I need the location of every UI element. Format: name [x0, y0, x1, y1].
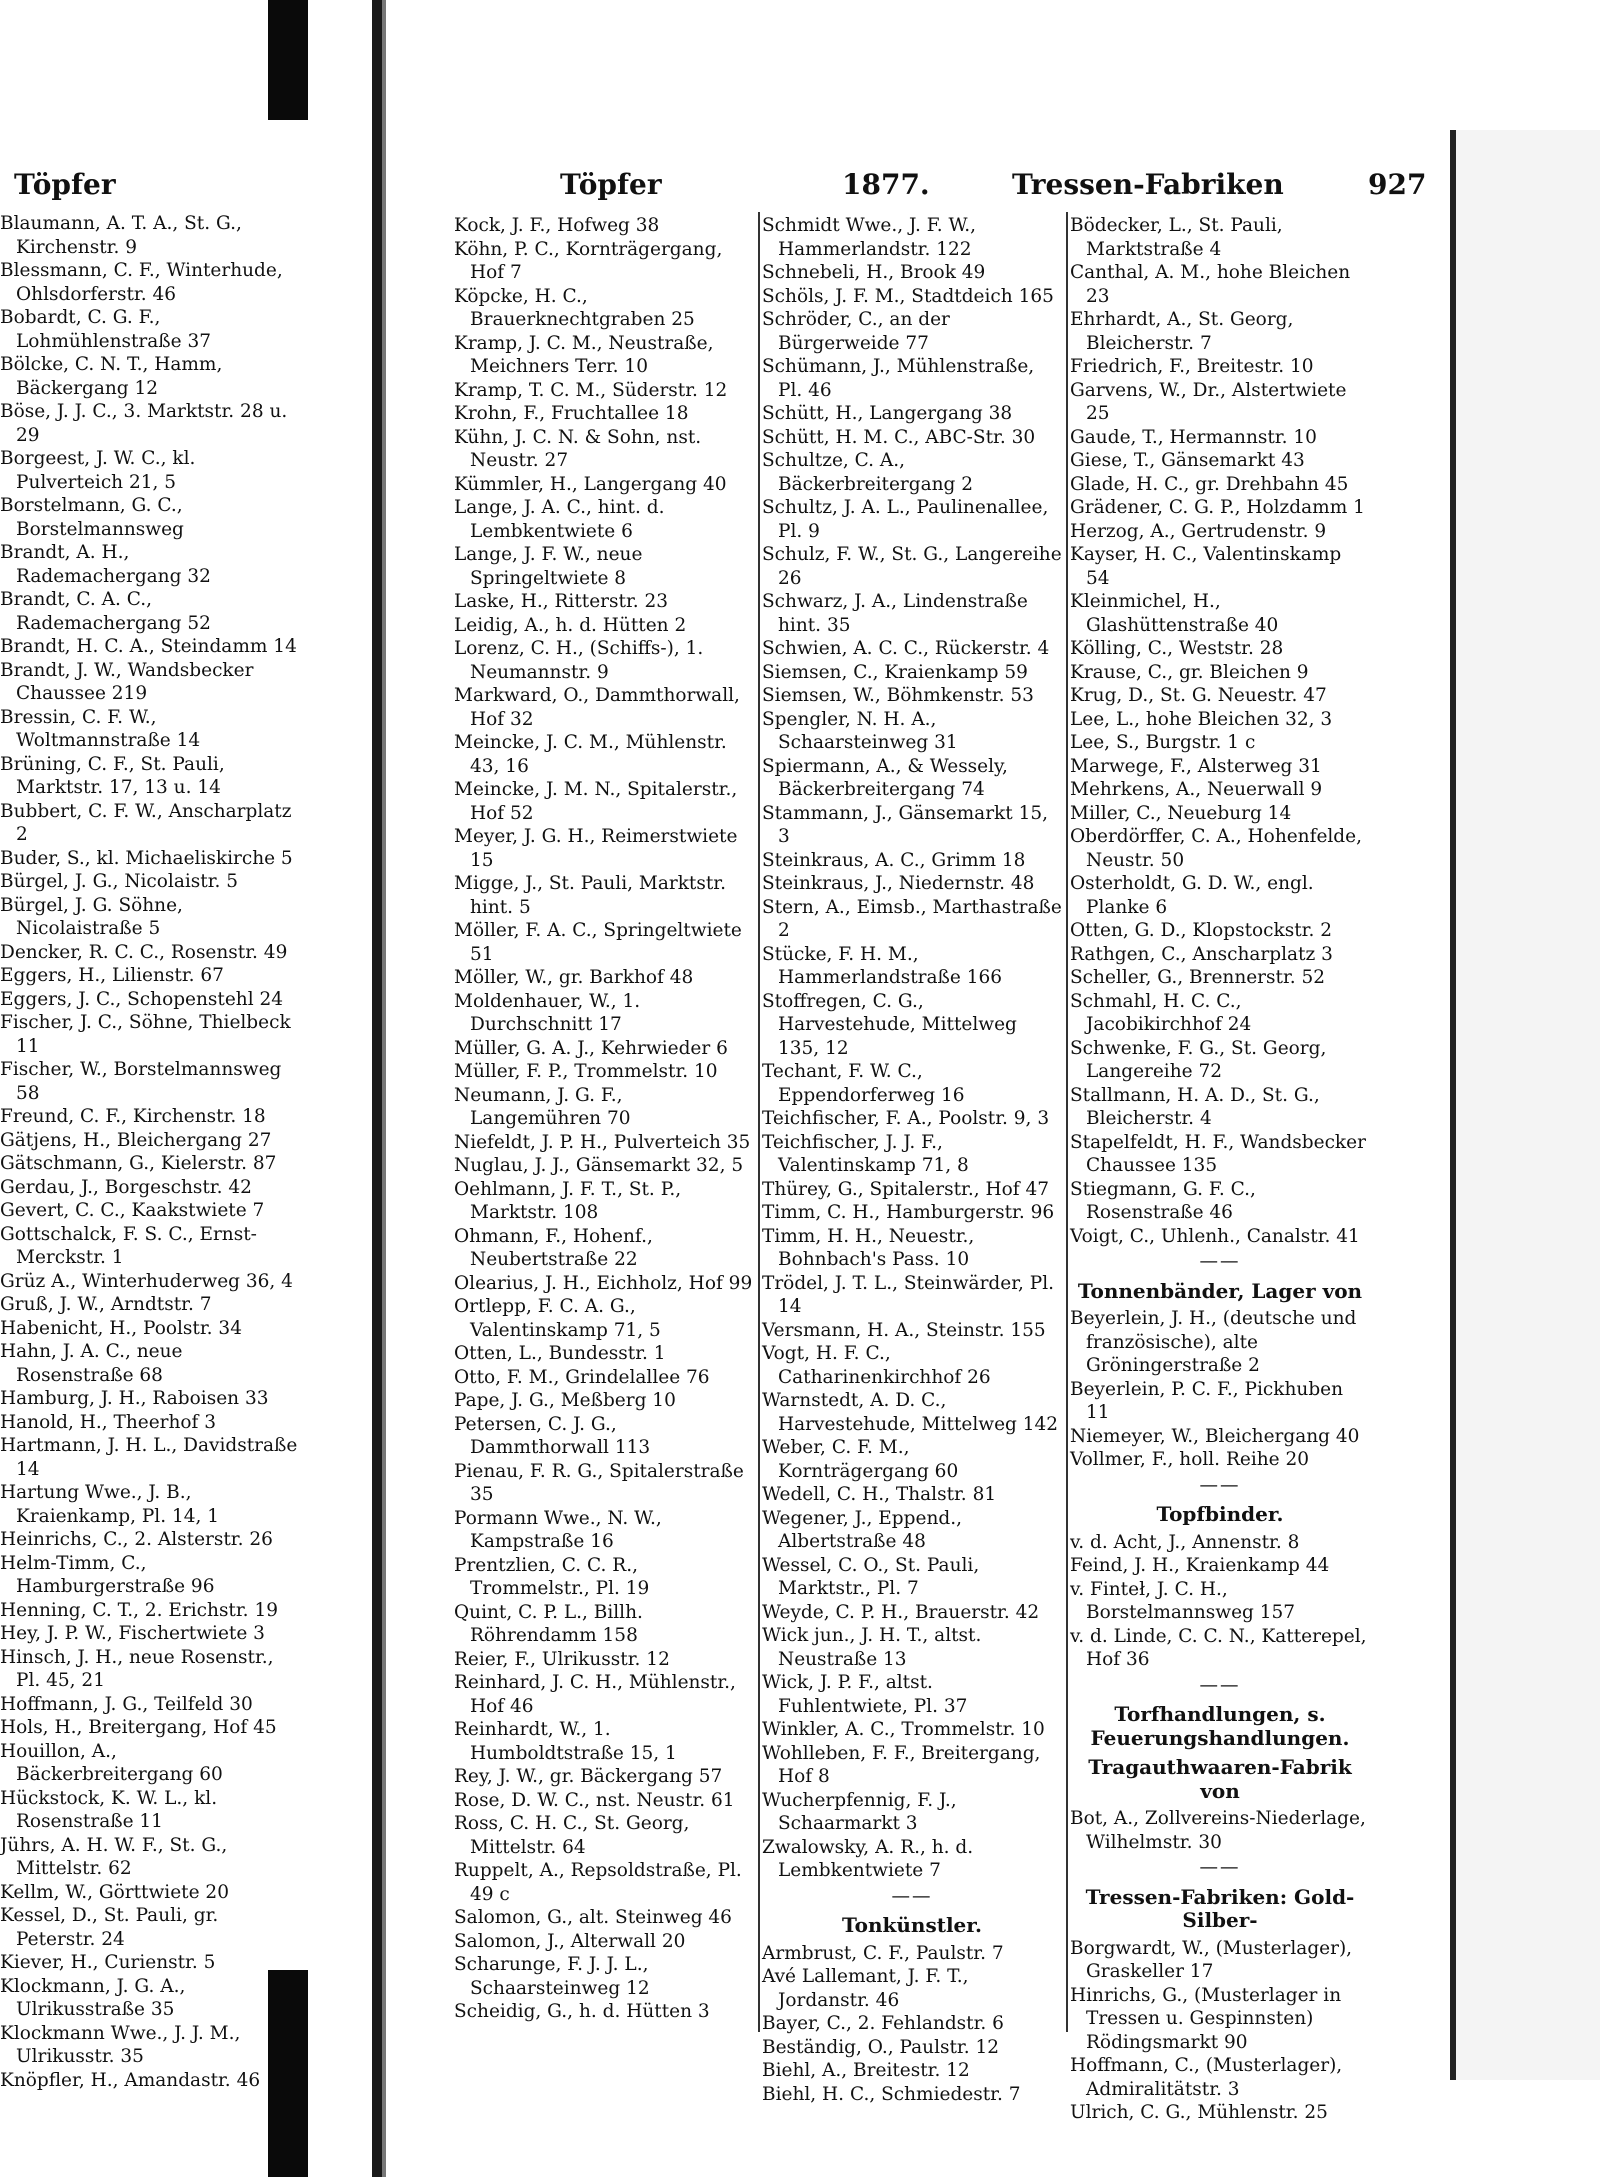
directory-entry: Neumann, J. G. F., Langemühren 70 — [454, 1084, 631, 1129]
directory-entry: Schmahl, H. C. C., Jacobikirchhof 24 — [1070, 990, 1252, 1035]
directory-column-1 — [454, 214, 754, 2024]
directory-entry: Timm, C. H., Hamburgerstr. 96 — [762, 1202, 1055, 1223]
section-separator: —— — [1199, 1474, 1241, 1496]
directory-entry: Voigt, C., Uhlenh., Canalstr. 41 — [1070, 1225, 1360, 1247]
directory-entry: Markward, O., Dammthorwall, Hof 32 — [454, 685, 740, 730]
directory-entry: Schultz, J. A. L., Paulinenallee, Pl. 9 — [762, 497, 1049, 542]
directory-entry: Bödecker, L., St. Pauli, Marktstraße 4 — [1070, 215, 1283, 260]
directory-entry: Pape, J. G., Meßberg 10 — [454, 1390, 676, 1411]
directory-entry: Stücke, F. H. M., Hammerlandstraße 166 — [762, 943, 1003, 988]
directory-entry: Migge, J., St. Pauli, Marktstr. hint. 5 — [454, 873, 726, 918]
directory-entry: Schümann, J., Mühlenstraße, Pl. 46 — [762, 356, 1035, 401]
directory-entry: Ulrich, C. G., Mühlenstr. 25 — [1070, 2102, 1328, 2123]
page-number: 927 — [1368, 168, 1427, 201]
directory-entry: Ross, C. H. C., St. Georg, Mittelstr. 64 — [454, 1813, 690, 1858]
directory-entry: Reier, F., Ulrikusstr. 12 — [454, 1648, 670, 1670]
directory-entry: Herzog, A., Gertrudenstr. 9 — [1070, 520, 1327, 542]
directory-entry: Hamburg, J. H., Raboisen 33 — [0, 1388, 269, 1409]
directory-entry: Kramp, J. C. M., Neustraße, Meichners Terr. 10 — [454, 332, 714, 377]
section-heading: Tonkünstler. — [842, 1913, 982, 1937]
directory-entry: Wick jun., J. H. T., altst. Neustraße 13 — [762, 1625, 982, 1670]
directory-entry: Mehrkens, A., Neuerwall 9 — [1070, 779, 1323, 800]
directory-entry: Krohn, F., Fruchtallee 18 — [454, 403, 689, 424]
directory-entry: Timm, H. H., Neuestr., Bohnbach's Pass. 10 — [762, 1225, 975, 1270]
directory-entry: Klockmann Wwe., J. J. M., Ulrikusstr. 35 — [0, 2022, 241, 2067]
directory-entry: Hückstock, K. W. L., kl. Rosenstraße 11 — [0, 1787, 218, 1832]
directory-entry: Teichfischer, J. J. F., Valentinskamp 71, 8 — [762, 1131, 969, 1176]
directory-entry: Stallmann, H. A. D., St. G., Bleicherstr. 4 — [1070, 1084, 1320, 1129]
directory-entry: Böse, J. J. C., 3. Marktstr. 28 u. 29 — [0, 401, 288, 446]
directory-entry: Oberdörffer, C. A., Hohenfelde, Neustr. 50 — [1070, 826, 1362, 871]
directory-entry: Scharunge, F. J. J. L., Schaarsteinweg 12 — [454, 1954, 650, 1999]
page-fold-highlight — [382, 0, 386, 2177]
directory-entry: Meyer, J. G. H., Reimerstwiete 15 — [454, 826, 738, 871]
directory-entry: Kümmler, H., Langergang 40 — [454, 473, 727, 495]
directory-entry: Schütt, H., Langergang 38 — [762, 403, 1013, 424]
directory-entry: Heinrichs, C., 2. Alsterstr. 26 — [0, 1529, 273, 1550]
directory-entry: Warnstedt, A. D. C., Harvestehude, Mittelweg 142 — [762, 1390, 1059, 1435]
directory-entry: Prentzlien, C. C. R., Trommelstr., Pl. 19 — [454, 1554, 650, 1599]
directory-entry: Biehl, H. C., Schmiedestr. 7 — [762, 2083, 1021, 2105]
directory-entry: Schwenke, F. G., St. Georg, Langereihe 72 — [1070, 1037, 1327, 1082]
directory-entry: Köpcke, H. C., Brauerknechtgraben 25 — [454, 285, 695, 330]
directory-entry: Brandt, A. H., Rademachergang 32 — [0, 542, 211, 587]
directory-entry: Brandt, J. W., Wandsbecker Chaussee 219 — [0, 659, 254, 704]
directory-entry: Kramp, T. C. M., Süderstr. 12 — [454, 379, 728, 401]
directory-entry: Schwarz, J. A., Lindenstraße hint. 35 — [762, 591, 1028, 636]
directory-entry: Brüning, C. F., St. Pauli, Marktstr. 17, 13 u. 14 — [0, 753, 225, 798]
directory-entry: Houillon, A., Bäckerbreitergang 60 — [0, 1740, 223, 1785]
directory-entry: Gruß, J. W., Arndtstr. 7 — [0, 1294, 212, 1315]
directory-entry: Gätjens, H., Bleichergang 27 — [0, 1129, 272, 1151]
directory-entry: Wick, J. P. F., altst. Fuhlentwiete, Pl. 37 — [762, 1672, 968, 1717]
directory-entry: Wessel, C. O., St. Pauli, Marktstr., Pl. 7 — [762, 1554, 980, 1599]
directory-entry: Gaude, T., Hermannstr. 10 — [1070, 426, 1317, 448]
directory-entry: Krause, C., gr. Bleichen 9 — [1070, 661, 1309, 683]
directory-entry: Salomon, J., Alterwall 20 — [454, 1930, 686, 1952]
directory-entry: Otto, F. M., Grindelallee 76 — [454, 1366, 710, 1388]
directory-entry: Möller, F. A. C., Springeltwiete 51 — [454, 920, 742, 965]
directory-entry: Fischer, W., Borstelmannsweg 58 — [0, 1059, 282, 1104]
directory-entry: Hey, J. P. W., Fischertwiete 3 — [0, 1623, 265, 1644]
directory-entry: Canthal, A. M., hohe Bleichen 23 — [1070, 262, 1351, 307]
directory-entry: Beyerlein, P. C. F., Pickhuben 11 — [1070, 1378, 1344, 1423]
directory-entry: Gottschalck, F. S. C., Ernst-Merckstr. 1 — [0, 1223, 257, 1268]
directory-entry: Hoffmann, J. G., Teilfeld 30 — [0, 1693, 253, 1715]
directory-entry: Henning, C. T., 2. Erichstr. 19 — [0, 1599, 278, 1621]
directory-entry: Ruppelt, A., Repsoldstraße, Pl. 49 c — [454, 1860, 742, 1905]
directory-entry: Meincke, J. M. N., Spitalerstr., Hof 52 — [454, 779, 738, 824]
directory-entry: Niemeyer, W., Bleichergang 40 — [1070, 1425, 1360, 1447]
directory-entry: Niefeldt, J. P. H., Pulverteich 35 — [454, 1131, 751, 1153]
left-page-column — [0, 212, 300, 2092]
directory-entry: v. d. Acht, J., Annenstr. 8 — [1070, 1531, 1300, 1553]
directory-entry: Gevert, C. C., Kaakstwiete 7 — [0, 1200, 265, 1221]
directory-entry: Trödel, J. T. L., Steinwärder, Pl. 14 — [762, 1272, 1055, 1317]
directory-entry: Biehl, A., Breitestr. 12 — [762, 2060, 970, 2081]
directory-entry: Hinrichs, G., (Musterlager in Tressen u. Gespinnsten) Rödingsmarkt 90 — [1070, 1984, 1342, 2053]
directory-entry: Spengler, N. H. A., Schaarsteinweg 31 — [762, 708, 958, 753]
directory-entry: Miller, C., Neueburg 14 — [1070, 802, 1292, 824]
directory-entry: Köhn, P. C., Kornträgergang, Hof 7 — [454, 238, 723, 283]
directory-entry: Bressin, C. F. W., Woltmannstraße 14 — [0, 706, 201, 751]
directory-entry: Stiegmann, G. F. C., Rosenstraße 46 — [1070, 1178, 1256, 1223]
directory-entry: Teichfischer, F. A., Poolstr. 9, 3 — [762, 1108, 1050, 1129]
directory-entry: Bayer, C., 2. Fehlandstr. 6 — [762, 2013, 1004, 2034]
directory-entry: Rose, D. W. C., nst. Neustr. 61 — [454, 1789, 735, 1811]
directory-entry: Stoffregen, C. G., Harvestehude, Mittelweg 135, 12 — [762, 990, 1017, 1059]
directory-entry: Giese, T., Gänsemarkt 43 — [1070, 450, 1305, 471]
directory-entry: Kellm, W., Görttwiete 20 — [0, 1881, 229, 1903]
directory-entry: Marwege, F., Alsterweg 31 — [1070, 755, 1322, 777]
directory-entry: Scheller, G., Brennerstr. 52 — [1070, 967, 1326, 988]
directory-entry: Olearius, J. H., Eichholz, Hof 99 — [454, 1272, 753, 1294]
directory-entry: v. d. Linde, C. C. N., Katterepel, Hof 36 — [1070, 1625, 1367, 1670]
directory-entry: Hols, H., Breitergang, Hof 45 — [0, 1717, 277, 1738]
directory-entry: Leidig, A., h. d. Hütten 2 — [454, 614, 687, 636]
directory-entry: v. Finteł, J. C. H., Borstelmannsweg 157 — [1070, 1578, 1296, 1623]
directory-entry: Freund, C. F., Kirchenstr. 18 — [0, 1106, 266, 1127]
directory-entry: Meincke, J. C. M., Mühlenstr. 43, 16 — [454, 732, 727, 777]
directory-entry: Bubbert, C. F. W., Anscharplatz 2 — [0, 800, 292, 845]
section-heading: Tressen-Fabriken: Gold- Silber- — [1085, 1884, 1355, 1932]
section-heading: Tragauthwaaren-Fabrik von — [1088, 1755, 1352, 1803]
directory-entry: Vogt, H. F. C., Catharinenkirchhof 26 — [762, 1343, 991, 1388]
directory-entry: Gerdau, J., Borgeschstr. 42 — [0, 1176, 252, 1198]
directory-entry: Petersen, C. J. G., Dammthorwall 113 — [454, 1413, 651, 1458]
directory-entry: Reinhardt, W., 1. Humboldtstraße 15, 1 — [454, 1719, 677, 1764]
directory-entry: Kock, J. F., Hofweg 38 — [454, 215, 660, 236]
directory-entry: Brandt, H. C. A., Steindamm 14 — [0, 636, 297, 657]
directory-entry: Krug, D., St. G. Neuestr. 47 — [1070, 685, 1327, 706]
directory-entry: Müller, F. P., Trommelstr. 10 — [454, 1061, 718, 1082]
directory-entry: Salomon, G., alt. Steinweg 46 — [454, 1907, 732, 1928]
directory-entry: Wedell, C. H., Thalstr. 81 — [762, 1484, 997, 1505]
directory-entry: Stern, A., Eimsb., Marthastraße 2 — [762, 896, 1062, 941]
directory-entry: Zwalowsky, A. R., h. d. Lembkentwiete 7 — [762, 1836, 974, 1881]
directory-entry: Kühn, J. C. N. & Sohn, nst. Neustr. 27 — [454, 426, 702, 471]
directory-entry: Borgwardt, W., (Musterlager), Graskeller 17 — [1070, 1937, 1353, 1982]
directory-entry: Techant, F. W. C., Eppendorferweg 16 — [762, 1061, 965, 1106]
directory-entry: Thürey, G., Spitalerstr., Hof 47 — [762, 1178, 1050, 1200]
directory-entry: Weber, C. F. M., Kornträgergang 60 — [762, 1437, 959, 1482]
directory-entry: Schulz, F. W., St. G., Langereihe 26 — [762, 544, 1062, 589]
directory-entry: Lee, L., hohe Bleichen 32, 3 — [1070, 708, 1333, 730]
directory-entry: Bobardt, C. G. F., Lohmühlenstraße 37 — [0, 307, 212, 352]
directory-entry: Schultze, C. A., Bäckerbreitergang 2 — [762, 450, 974, 495]
directory-entry: Pormann Wwe., N. W., Kampstraße 16 — [454, 1507, 662, 1552]
directory-entry: Schnebeli, H., Brook 49 — [762, 262, 986, 283]
directory-entry: Schwien, A. C. C., Rückerstr. 4 — [762, 638, 1050, 659]
directory-entry: Hoffmann, C., (Musterlager), Admiralitätstr. 3 — [1070, 2055, 1343, 2100]
right-running-title: Töpfer — [560, 168, 662, 201]
directory-entry: Eggers, J. C., Schopenstehl 24 — [0, 988, 284, 1010]
directory-entry: Grädener, C. G. P., Holzdamm 1 — [1070, 497, 1365, 518]
directory-entry: Fischer, J. C., Söhne, Thielbeck 11 — [0, 1012, 291, 1057]
column-rule-1 — [758, 212, 760, 2032]
directory-entry: Siemsen, W., Böhmkenstr. 53 — [762, 685, 1034, 706]
directory-entry: Kleinmichel, H., Glashüttenstraße 40 — [1070, 591, 1279, 636]
directory-entry: Kiever, H., Curienstr. 5 — [0, 1952, 216, 1973]
directory-entry: Versmann, H. A., Steinstr. 155 — [762, 1319, 1046, 1341]
directory-entry: Eggers, H., Lilienstr. 67 — [0, 965, 224, 986]
directory-entry: Oehlmann, J. F. T., St. P., Marktstr. 108 — [454, 1178, 682, 1223]
directory-entry: Gätschmann, G., Kielerstr. 87 — [0, 1153, 277, 1174]
directory-entry: Armbrust, C. F., Paulstr. 7 — [762, 1942, 1004, 1964]
directory-entry: Hanold, H., Theerhof 3 — [0, 1411, 217, 1433]
directory-entry: Siemsen, C., Kraienkamp 59 — [762, 661, 1028, 683]
directory-entry: Kessel, D., St. Pauli, gr. Peterstr. 24 — [0, 1905, 219, 1950]
directory-entry: Schröder, C., an der Bürgerweide 77 — [762, 309, 950, 354]
directory-entry: Buder, S., kl. Michaeliskirche 5 — [0, 847, 293, 869]
directory-entry: Steinkraus, J., Niedernstr. 48 — [762, 873, 1035, 894]
directory-entry: Schöls, J. F. M., Stadtdeich 165 — [762, 285, 1054, 307]
directory-entry: Hartung Wwe., J. B., Kraienkamp, Pl. 14, 1 — [0, 1482, 220, 1527]
directory-entry: Lorenz, C. H., (Schiffs-), 1. Neumannstr. 9 — [454, 638, 704, 683]
directory-entry: Reinhard, J. C. H., Mühlenstr., Hof 46 — [454, 1672, 736, 1717]
section-heading: Torfhandlungen, s. Feuerungshandlungen. — [1090, 1702, 1350, 1750]
directory-entry: Lange, J. A. C., hint. d. Lembkentwiete 6 — [454, 497, 665, 542]
section-separator: —— — [1199, 1251, 1241, 1272]
directory-entry: Beständig, O., Paulstr. 12 — [762, 2036, 1000, 2058]
directory-entry: Schmidt Wwe., J. F. W., Hammerlandstr. 122 — [762, 215, 977, 260]
directory-entry: Feind, J. H., Kraienkamp 44 — [1070, 1555, 1330, 1576]
directory-entry: Hahn, J. A. C., neue Rosenstraße 68 — [0, 1341, 183, 1386]
directory-entry: Beyerlein, J. H., (deutsche und französische), alte Gröningerstraße 2 — [1070, 1308, 1357, 1376]
directory-entry: Dencker, R. C. C., Rosenstr. 49 — [0, 941, 288, 963]
directory-entry: Bürgel, J. G. Söhne, Nicolaistraße 5 — [0, 894, 183, 939]
left-running-title: Töpfer — [14, 168, 116, 201]
directory-entry: Jührs, A. H. W. F., St. G., Mittelstr. 62 — [0, 1834, 228, 1879]
directory-entry: Avé Lallemant, J. F. T., Jordanstr. 46 — [762, 1966, 969, 2011]
directory-entry: Schütt, H. M. C., ABC-Str. 30 — [762, 426, 1036, 448]
column-rule-2 — [1066, 212, 1068, 2032]
directory-entry: Ehrhardt, A., St. Georg, Bleicherstr. 7 — [1070, 309, 1294, 354]
directory-entry: Laske, H., Ritterstr. 23 — [454, 591, 669, 612]
directory-entry: Brandt, C. A. C., Rademachergang 52 — [0, 589, 211, 634]
directory-entry: Friedrich, F., Breitestr. 10 — [1070, 356, 1314, 377]
section-heading: Topfbinder. — [1156, 1502, 1284, 1526]
directory-entry: Stammann, J., Gänsemarkt 15, 3 — [762, 802, 1048, 847]
directory-entry: Pienau, F. R. G., Spitalerstraße 35 — [454, 1460, 744, 1505]
directory-entry: Otten, G. D., Klopstockstr. 2 — [1070, 920, 1332, 941]
directory-entry: Rathgen, C., Anscharplatz 3 — [1070, 943, 1333, 965]
page-right-margin — [1456, 130, 1600, 2080]
directory-entry: Osterholdt, G. D. W., engl. Planke 6 — [1070, 873, 1314, 918]
directory-entry: Blaumann, A. T. A., St. G., Kirchenstr. 9 — [0, 213, 242, 258]
directory-entry: Kölling, C., Weststr. 28 — [1070, 638, 1284, 659]
section-separator: —— — [1199, 1857, 1241, 1878]
directory-entry: Habenicht, H., Poolstr. 34 — [0, 1317, 242, 1339]
directory-entry: Stapelfeldt, H. F., Wandsbecker Chaussee 135 — [1070, 1131, 1366, 1176]
directory-entry: Rey, J. W., gr. Bäckergang 57 — [454, 1766, 723, 1787]
directory-entry: Klockmann, J. G. A., Ulrikusstraße 35 — [0, 1975, 186, 2020]
directory-entry: Wohlleben, F. F., Breitergang, Hof 8 — [762, 1742, 1041, 1787]
directory-entry: Garvens, W., Dr., Alstertwiete 25 — [1070, 379, 1347, 424]
directory-entry: Moldenhauer, W., 1. Durchschnitt 17 — [454, 990, 641, 1035]
directory-entry: Bürgel, J. G., Nicolaistr. 5 — [0, 871, 239, 892]
directory-entry: Winkler, A. C., Trommelstr. 10 — [762, 1719, 1045, 1740]
directory-entry: Helm-Timm, C., Hamburgerstraße 96 — [0, 1552, 215, 1597]
directory-entry: Bölcke, C. N. T., Hamm, Bäckergang 12 — [0, 354, 223, 399]
directory-entry: Ortlepp, F. C. A. G., Valentinskamp 71, 5 — [454, 1296, 661, 1341]
directory-entry: Grüz A., Winterhuderweg 36, 4 — [0, 1270, 293, 1292]
directory-entry: Wucherpfennig, F. J., Schaarmarkt 3 — [762, 1789, 957, 1834]
directory-entry: Spiermann, A., & Wessely, Bäckerbreitergang 74 — [762, 755, 1008, 800]
directory-entry: Lange, J. F. W., neue Springeltwiete 8 — [454, 544, 643, 589]
directory-entry: Weyde, C. P. H., Brauerstr. 42 — [762, 1601, 1040, 1623]
directory-entry: Möller, W., gr. Barkhof 48 — [454, 967, 694, 988]
directory-entry: Hinsch, J. H., neue Rosenstr., Pl. 45, 21 — [0, 1646, 274, 1691]
directory-entry: Wegener, J., Eppend., Albertstraße 48 — [762, 1507, 962, 1552]
page-fold-shadow — [372, 0, 382, 2177]
section-separator: —— — [1199, 1674, 1241, 1696]
directory-entry: Ohmann, F., Hohenf., Neubertstraße 22 — [454, 1225, 653, 1270]
directory-entry: Nuglau, J. J., Gänsemarkt 32, 5 — [454, 1155, 744, 1176]
section-separator: —— — [891, 1885, 933, 1907]
binding-tab-top — [268, 0, 308, 120]
directory-entry: Hartmann, J. H. L., Davidstraße 14 — [0, 1435, 298, 1480]
year-heading: 1877. — [842, 168, 930, 201]
directory-entry: Vollmer, F., holl. Reihe 20 — [1070, 1449, 1310, 1470]
directory-entry: Steinkraus, A. C., Grimm 18 — [762, 849, 1026, 871]
directory-entry: Borgeest, J. W. C., kl. Pulverteich 21, 5 — [0, 448, 196, 493]
directory-entry: Glade, H. C., gr. Drehbahn 45 — [1070, 473, 1349, 495]
directory-column-3 — [1070, 214, 1370, 2125]
directory-entry: Otten, L., Bundesstr. 1 — [454, 1343, 666, 1364]
directory-entry: Bot, A., Zollvereins-Niederlage, Wilhelmstr. 30 — [1070, 1808, 1366, 1853]
directory-entry: Blessmann, C. F., Winterhude, Ohlsdorferstr. 46 — [0, 260, 283, 305]
directory-entry: Kayser, H. C., Valentinskamp 54 — [1070, 544, 1342, 589]
directory-column-2 — [762, 214, 1062, 2106]
directory-entry: Müller, G. A. J., Kehrwieder 6 — [454, 1037, 728, 1059]
directory-entry: Scheidig, G., h. d. Hütten 3 — [454, 2001, 710, 2022]
section-heading: Tonnenbänder, Lager von — [1077, 1278, 1363, 1303]
directory-entry: Quint, C. P. L., Billh. Röhrendamm 158 — [454, 1601, 643, 1646]
directory-entry: Lee, S., Burgstr. 1 c — [1070, 732, 1256, 753]
section-heading-tressen: Tressen-Fabriken — [1012, 168, 1284, 201]
directory-entry: Borstelmann, G. C., Borstelmannsweg — [0, 495, 184, 540]
directory-entry: Knöpfler, H., Amandastr. 46 — [0, 2069, 261, 2091]
